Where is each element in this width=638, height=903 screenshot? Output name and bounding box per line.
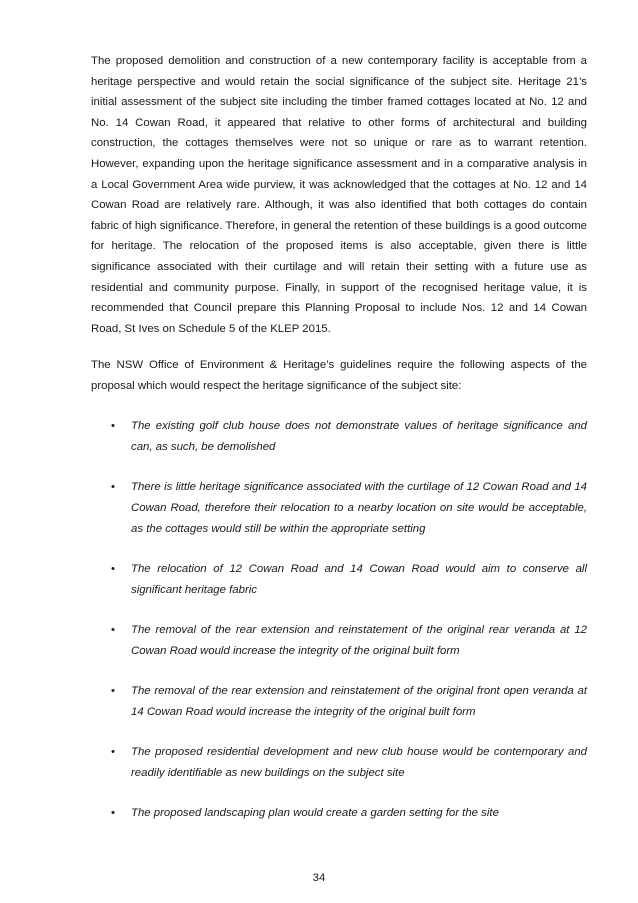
list-item-text: The proposed residential development and new club house would be contemporary and readily identifiable as new buildings on the subject site (131, 746, 587, 779)
list-item (91, 742, 587, 784)
bullet-icon: • (111, 420, 115, 432)
bullet-icon: • (111, 481, 115, 493)
list-item-text: The removal of the rear extension and reinstatement of the original rear veranda at 12 Cowan Road would increase the integrity of the original built form (131, 624, 587, 657)
list-item (91, 477, 587, 540)
list-item-text: The proposed landscaping plan would create a garden setting for the site (131, 807, 499, 819)
list-item (91, 620, 587, 662)
list-item-text: The relocation of 12 Cowan Road and 14 Cowan Road would aim to conserve all significant heritage fabric (131, 563, 587, 596)
heritage-assessment-paragraph: The proposed demolition and construction of a new contemporary facility is acceptable from a heritage perspective and would retain the social significance of the subject site. Heritage 21’s initial assessment of the subject site including the timber framed cottages located at No. 12 and No. 14 Cowan Road, it appeared that relative to other forms of architectural and building construction, the cottages themselves were not so unique or rare as to warrant retention. However, expanding upon the heritage significance assessment and in a comparative analysis in a Local Government Area wide purview, it was acknowledged that the cottages at No. 12 and 14 Cowan Road are relatively rare. Although, it was also identified that both cottages do contain fabric of high significance. Therefore, in general the retention of these buildings is a good outcome for heritage. The relocation of the proposed items is also acceptable, given there is little significance associated with their curtilage and will retain their setting with a future use as residential and community purpose. Finally, in support of the recognised heritage value, it is recommended that Council prepare this Planning Proposal to include Nos. 12 and 14 Cowan Road, St Ives on Schedule 5 of the KLEP 2015. (91, 55, 587, 335)
heritage-aspects-list (91, 416, 587, 843)
list-item (91, 559, 587, 601)
guidelines-intro-paragraph: The NSW Office of Environment & Heritage’s guidelines require the following aspects of the proposal which would respect the heritage significance of the subject site: (91, 359, 587, 392)
list-item-text: The existing golf club house does not demonstrate values of heritage significance and can, as such, be demolished (131, 420, 587, 453)
list-item (91, 416, 587, 458)
bullet-icon: • (111, 685, 115, 697)
bullet-icon: • (111, 807, 115, 819)
list-item-text: The removal of the rear extension and reinstatement of the original front open veranda at 14 Cowan Road would increase the integrity of the original built form (131, 685, 587, 718)
list-item (91, 681, 587, 723)
page-number: 34 (312, 872, 326, 884)
list-item-text: There is little heritage significance associated with the curtilage of 12 Cowan Road and 14 Cowan Road, therefore their relocation to a nearby location on site would be acceptable, as the cottages would still be within the appropriate setting (131, 481, 587, 535)
list-item (91, 803, 587, 824)
bullet-icon: • (111, 563, 115, 575)
bullet-icon: • (111, 746, 115, 758)
bullet-icon: • (111, 624, 115, 636)
